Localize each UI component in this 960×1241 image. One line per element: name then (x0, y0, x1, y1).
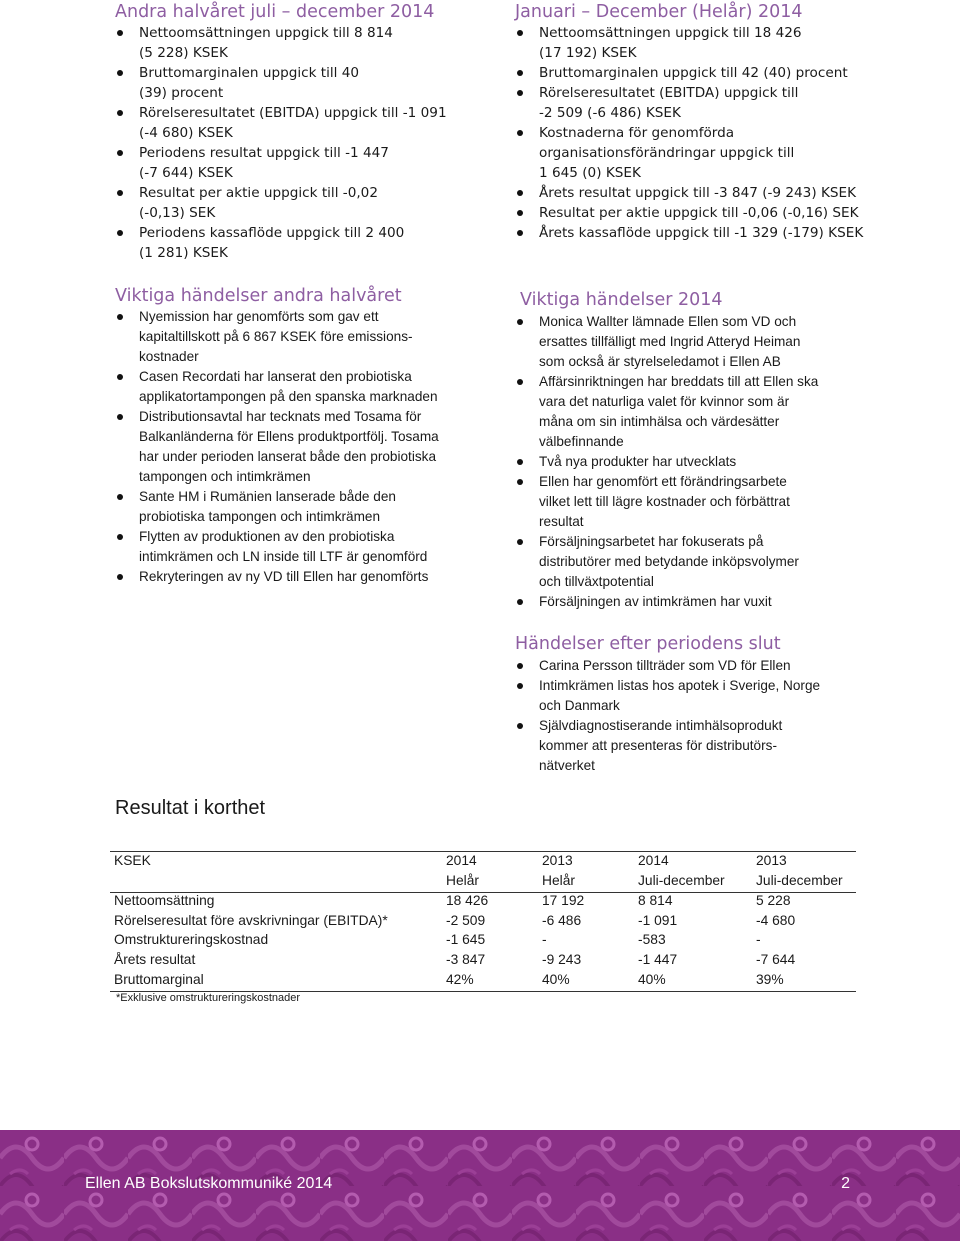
list-item-line: Balkanländerna för Ellens produktportfölj. Tosama (139, 429, 439, 444)
table-cell: - (756, 932, 761, 948)
footer-title: Ellen AB Bokslutskommuniké 2014 (85, 1175, 333, 1192)
list-item-line: och Danmark (539, 698, 620, 713)
table-row (110, 972, 856, 992)
list-item-line: resultat (539, 514, 584, 529)
list-item (115, 367, 485, 407)
table-header-cell: Juli-december (634, 873, 752, 893)
list-item-line: Bruttomarginalen uppgick till 42 (40) procent (539, 65, 848, 81)
list-item-line: Försäljningen av intimkrämen har vuxit (539, 594, 772, 609)
table-cell: Nettoomsättning (114, 893, 215, 909)
list-item (515, 716, 875, 776)
list-item (115, 527, 485, 567)
table-cell: 42% (442, 972, 538, 992)
list-item (515, 656, 875, 676)
table-row (110, 932, 856, 952)
list-item-line: Två nya produkter har utvecklats (539, 454, 737, 469)
list-item-line: Carina Persson tillträder som VD för Ellen (539, 658, 791, 673)
list-item-line: ersattes tillfälligt med Ingrid Atteryd Heiman (539, 334, 801, 349)
list-item-line: Periodens kassaflöde uppgick till 2 400 (139, 225, 405, 241)
list-item-line: Självdiagnostiserande intimhälsoprodukt (539, 718, 783, 733)
list-item (115, 143, 485, 183)
table-cell: -1 091 (638, 912, 678, 928)
list-item (515, 472, 875, 532)
list-item-line: Försäljningsarbetet har fokuserats på (539, 534, 764, 549)
list-item-line: (1 281) KSEK (139, 245, 228, 261)
table-cell: -6 486 (542, 912, 582, 928)
list-item-line: Intimkrämen listas hos apotek i Sverige, Norge (539, 678, 821, 693)
list-item-line: organisationsförändringar uppgick till (539, 145, 795, 161)
list-item-line: välbefinnande (539, 434, 624, 449)
list-item (515, 23, 875, 63)
list-item-line: Monica Wallter lämnade Ellen som VD och (539, 314, 797, 329)
list-item-line: (39) procent (139, 85, 224, 101)
section-heading-after-period: Händelser efter periodens slut (515, 634, 781, 654)
section-heading-full-year: Januari – December (Helår) 2014 (515, 2, 803, 22)
events-2014-list (515, 312, 875, 612)
table-cell: - (542, 932, 547, 948)
list-item (515, 372, 875, 452)
table-cell: -1 645 (446, 932, 486, 948)
table-cell: 8 814 (638, 893, 673, 909)
table-header-cell: 2013 (538, 852, 634, 873)
list-item (515, 83, 875, 123)
table-header-cell: Helår (442, 873, 538, 893)
table-cell: 5 228 (756, 893, 791, 909)
list-item-line: Flytten av produktionen av den probiotiska (139, 529, 395, 544)
table-header-cell: 2014 (634, 852, 752, 873)
table-header-row (110, 852, 856, 873)
section-heading-events-2014: Viktiga händelser 2014 (520, 290, 723, 310)
list-item (515, 123, 875, 183)
list-item-line: Resultat per aktie uppgick till -0,02 (139, 185, 378, 201)
after-period-events-list (515, 656, 875, 776)
table-header-cell: 2014 (442, 852, 538, 873)
list-item (115, 23, 485, 63)
list-item (515, 676, 875, 716)
list-item (115, 487, 485, 527)
list-item-line: probiotiska tampongen och intimkrämen (139, 509, 381, 524)
list-item-line: måna om sin intimhälsa och värdesätter (539, 414, 780, 429)
full-year-key-figures-list (515, 23, 875, 243)
table-cell: Omstruktureringskostnad (114, 932, 269, 948)
table-cell: -3 847 (446, 951, 486, 967)
table-cell: -2 509 (446, 912, 486, 928)
list-item-line: Årets resultat uppgick till -3 847 (-9 243) KSEK (539, 185, 856, 201)
list-item (115, 567, 485, 587)
list-item-line: Nettoomsättningen uppgick till 8 814 (139, 25, 393, 41)
list-item (115, 63, 485, 103)
list-item-line: distributörer med betydande inköpsvolymer (539, 554, 799, 569)
list-item-line: Casen Recordati har lanserat den probiotiska (139, 369, 412, 384)
list-item (115, 103, 485, 143)
list-item-line: 1 645 (0) KSEK (539, 165, 641, 181)
table-row (110, 893, 856, 913)
section-heading-h2-2014: Andra halvåret juli – december 2014 (115, 2, 435, 22)
list-item-line: kommer att presenteras för distributörs- (539, 738, 777, 753)
list-item-line: Kostnaderna för genomförda (539, 125, 735, 141)
table-cell: -583 (638, 932, 666, 948)
list-item-line: Rekryteringen av ny VD till Ellen har genomförts (139, 569, 429, 584)
table-header-row (110, 873, 856, 893)
list-item-line: nätverket (539, 758, 595, 773)
table-cell: Rörelseresultat före avskrivningar (EBITDA)* (114, 912, 388, 928)
page-number: 2 (841, 1175, 850, 1192)
table-header-cell: Helår (538, 873, 634, 893)
table-cell: -7 644 (756, 951, 796, 967)
list-item-line: tampongen och intimkrämen (139, 469, 311, 484)
list-item (515, 532, 875, 592)
footer-banner (0, 1130, 960, 1241)
table-header-cell: 2013 (752, 852, 856, 873)
list-item (115, 183, 485, 223)
list-item-line: kostnader (139, 349, 199, 364)
table-cell: Bruttomarginal (110, 972, 442, 992)
list-item-line: vilket lett till lägre kostnader och förbättrat (539, 494, 790, 509)
list-item-line: Bruttomarginalen uppgick till 40 (139, 65, 360, 81)
list-item (515, 183, 875, 203)
list-item (515, 223, 875, 243)
table-cell: -9 243 (542, 951, 582, 967)
list-item (115, 223, 485, 263)
table-cell: Årets resultat (114, 951, 196, 967)
table-row (110, 913, 856, 933)
list-item-line: Rörelseresultatet (EBITDA) uppgick till -1 091 (139, 105, 447, 121)
list-item-line: Affärsinriktningen har breddats till att Ellen ska (539, 374, 819, 389)
table-header-cell: Juli-december (752, 873, 856, 893)
list-item-line: Sante HM i Rumänien lanserade både den (139, 489, 396, 504)
table-row (110, 952, 856, 972)
list-item-line: och tillväxtpotential (539, 574, 654, 589)
list-item-line: (5 228) KSEK (139, 45, 228, 61)
results-summary-table (110, 851, 856, 992)
table-cell: 18 426 (446, 893, 489, 909)
list-item-line: Ellen har genomfört ett förändringsarbete (539, 474, 787, 489)
list-item-line: Årets kassaflöde uppgick till -1 329 (-179) KSEK (539, 225, 864, 241)
list-item-line: kapitaltillskott på 6 867 KSEK före emissions- (139, 329, 413, 344)
table-cell: 40% (538, 972, 634, 992)
table-header-cell: KSEK (110, 852, 442, 873)
list-item (515, 203, 875, 223)
list-item-line: applikatortampongen på den spanska marknaden (139, 389, 438, 404)
table-header-cell (110, 873, 442, 893)
list-item-line: Nyemission har genomförts som gav ett (139, 309, 379, 324)
section-heading-h2-events: Viktiga händelser andra halvåret (115, 286, 402, 306)
list-item-line: Rörelseresultatet (EBITDA) uppgick till (539, 85, 799, 101)
list-item (515, 592, 875, 612)
table-cell: 17 192 (542, 893, 585, 909)
list-item-line: Distributionsavtal har tecknats med Tosama för (139, 409, 422, 424)
list-item (115, 407, 485, 487)
list-item-line: som också är styrelseledamot i Ellen AB (539, 354, 781, 369)
list-item-line: intimkrämen och LN inside till LTF är genomförd (139, 549, 428, 564)
list-item (115, 307, 485, 367)
list-item (515, 452, 875, 472)
list-item-line: Periodens resultat uppgick till -1 447 (139, 145, 389, 161)
list-item-line: vara det naturliga valet för kvinnor som är (539, 394, 790, 409)
table-cell: -4 680 (756, 912, 796, 928)
list-item-line: (-7 644) KSEK (139, 165, 233, 181)
list-item-line: (-4 680) KSEK (139, 125, 233, 141)
list-item-line: Resultat per aktie uppgick till -0,06 (-0,16) SEK (539, 205, 859, 221)
list-item-line: (-0,13) SEK (139, 205, 216, 221)
list-item (515, 63, 875, 83)
list-item-line: Nettoomsättningen uppgick till 18 426 (539, 25, 802, 41)
table-cell: -1 447 (638, 951, 678, 967)
h2-key-figures-list (115, 23, 485, 263)
list-item-line: har under perioden lanserat både den probiotiska (139, 449, 437, 464)
h2-events-list (115, 307, 485, 587)
list-item-line: -2 509 (-6 486) KSEK (539, 105, 681, 121)
list-item-line: (17 192) KSEK (539, 45, 637, 61)
table-cell: 39% (752, 972, 856, 992)
table-footnote: *Exklusive omstruktureringskostnader (116, 992, 301, 1004)
table-cell: 40% (634, 972, 752, 992)
list-item (515, 312, 875, 372)
results-summary-title: Resultat i korthet (115, 797, 266, 819)
